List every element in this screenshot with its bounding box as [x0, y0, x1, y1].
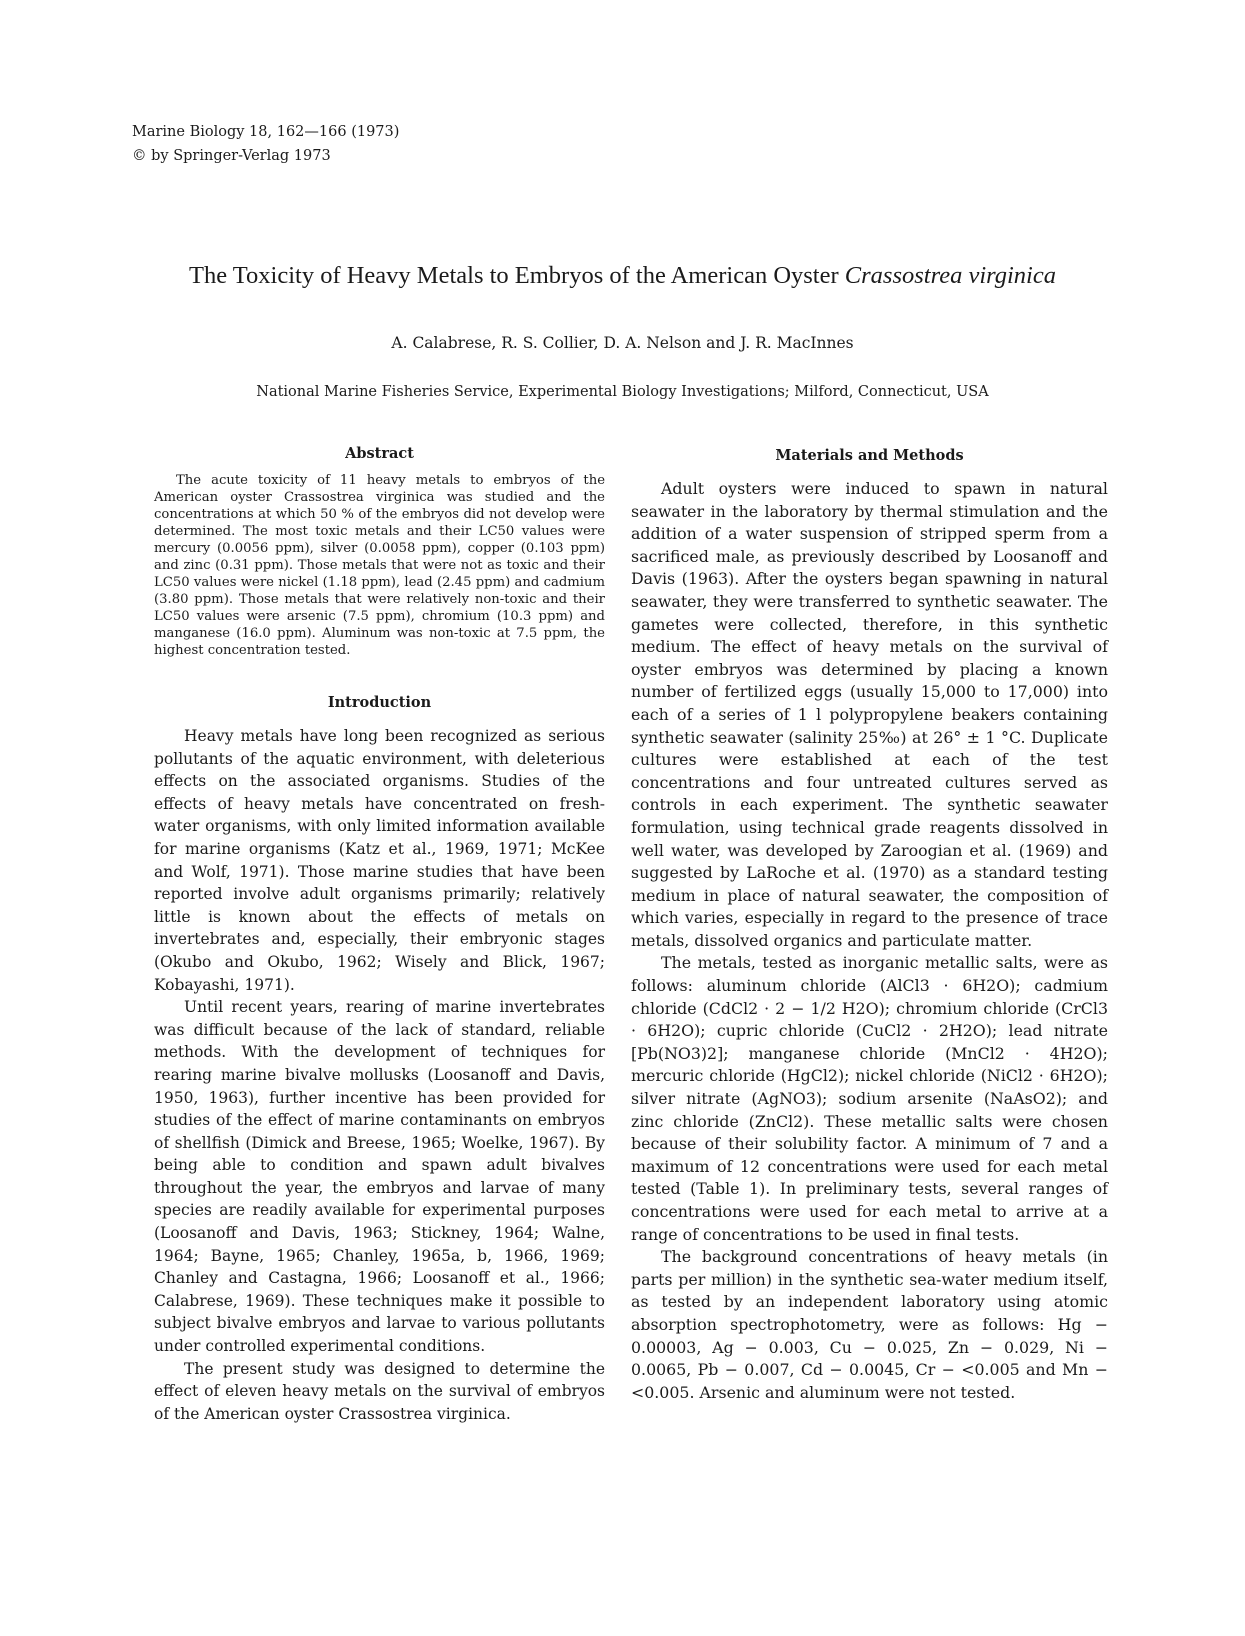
title-main: The Toxicity of Heavy Metals to Embryos of the American Oyster [189, 262, 845, 289]
methods-heading: Materials and Methods [775, 447, 964, 464]
methods-paragraph-3: The background concentrations of heavy metals (in parts per million) in the synthetic sea-water medium itself, as tested by an independent laboratory using atomic absorption spectrophotometry, were as follows: Hg − 0.00003, Ag − 0.003, Cu − 0.025, Zn − 0.029, Ni − 0.0065, Pb − 0.007, Cd − 0.0045, Cr − <0.005 and Mn − <0.005. Arsenic and aluminum were not tested. [631, 1247, 1108, 1402]
introduction-paragraph-2: Until recent years, rearing of marine invertebrates was difficult because of the lack of standard, reliable methods. With the development of techniques for rearing marine bivalve mollusks (Loosanoff and Davis, 1950, 1963), further incentive has been provided for studies of the effect of marine contaminants on embryos of shellfish (Dimick and Breese, 1965; Woelke, 1967). By being able to condition and spawn adult bivalves throughout the year, the embryos and larvae of many species are readily available for experimental purposes (Loosanoff and Davis, 1963; Stickney, 1964; Walne, 1964; Bayne, 1965; Chanley, 1965a, b, 1966, 1969; Chanley and Castagna, 1966; Loosanoff et al., 1966; Calabrese, 1969). These techniques make it possible to subject bivalve embryos and larvae to various pollutants under controlled experimental conditions. [154, 998, 605, 1356]
introduction-paragraph-3: The present study was designed to determine the effect of eleven heavy metals on the survival of embryos of the American oyster Crassostrea virginica. [154, 1359, 605, 1423]
journal-citation: Marine Biology 18, 162—166 (1973) [132, 124, 400, 140]
article-authors: A. Calabrese, R. S. Collier, D. A. Nelson and J. R. MacInnes [391, 334, 854, 352]
introduction-heading: Introduction [327, 694, 432, 711]
title-species: Crassostrea virginica [844, 262, 1056, 289]
journal-header [132, 120, 399, 168]
abstract-text: The acute toxicity of 11 heavy metals to embryos of the American oyster Crassostrea virginica was studied and the concentrations at which 50 % of the embryos did not develop were determined. The most toxic metals and their LC50 values were mercury (0.0056 ppm), silver (0.0058 ppm), copper (0.103 ppm) and zinc (0.31 ppm). Those metals that were not as toxic and their LC50 values were nickel (1.18 ppm), lead (2.45 ppm) and cadmium (3.80 ppm). Those metals that were relatively non-toxic and their LC50 values were arsenic (7.5 ppm), chromium (10.3 ppm) and manganese (16.0 ppm). Aluminum was non-toxic at 7.5 ppm, the highest concentration tested. [154, 473, 605, 658]
article-title [40, 262, 1205, 290]
article-affiliation: National Marine Fisheries Service, Experimental Biology Investigations; Milford, Connecticut, USA [256, 384, 989, 400]
right-column [631, 445, 1108, 1404]
abstract-heading: Abstract [345, 445, 414, 462]
methods-paragraph-2: The metals, tested as inorganic metallic salts, were as follows: aluminum chloride (AlCl3 · 6H2O); cadmium chloride (CdCl2 · 2 − 1/2 H2O); chromium chloride (CrCl3 · 6H2O); cupric chloride (CuCl2 · 2H2O); lead nitrate [Pb(NO3)2]; manganese chloride (MnCl2 · 4H2O); mercuric chloride (HgCl2); nickel chloride (NiCl2 · 6H2O); silver nitrate (AgNO3); sodium arsenite (NaAsO2); and zinc chloride (ZnCl2). These metallic salts were chosen because of their solubility factor. A minimum of 7 and a maximum of 12 concentrations were used for each metal tested (Table 1). In preliminary tests, several ranges of concentrations were used for each metal to arrive at a range of concentrations to be used in final tests. [631, 953, 1108, 1244]
methods-paragraph-1: Adult oysters were induced to spawn in natural seawater in the laboratory by thermal stimulation and the addition of a water suspension of stripped sperm from a sacrificed male, as previously described by Loosanoff and Davis (1963). After the oysters began spawning in natural seawater, they were transferred to synthetic seawater. The gametes were collected, therefore, in this synthetic medium. The effect of heavy metals on the survival of oyster embryos was determined by placing a known number of fertilized eggs (usually 15,000 to 17,000) into each of a series of 1 l polypropylene beakers containing synthetic seawater (salinity 25‰) at 26° ± 1 °C. Duplicate cultures were established at each of the test concentrations and four untreated cultures served as controls in each experiment. The synthetic seawater formulation, using technical grade reagents dissolved in well water, was developed by Zaroogian et al. (1969) and suggested by LaRoche et al. (1970) as a standard testing medium in place of natural seawater, the composition of which varies, especially in regard to the presence of trace metals, dissolved organics and particulate matter. [631, 479, 1108, 950]
introduction-paragraph-1: Heavy metals have long been recognized as serious pollutants of the aquatic environment, with deleterious effects on the associated organisms. Studies of the effects of heavy metals have concentrated on fresh-water organisms, with only limited information available for marine organisms (Katz et al., 1969, 1971; McKee and Wolf, 1971). Those marine studies that have been reported involve adult organisms primarily; relatively little is known about the effects of metals on invertebrates and, especially, their embryonic stages (Okubo and Okubo, 1962; Wisely and Blick, 1967; Kobayashi, 1971). [154, 727, 605, 994]
left-column [154, 445, 605, 1425]
journal-copyright: © by Springer-Verlag 1973 [132, 148, 331, 164]
